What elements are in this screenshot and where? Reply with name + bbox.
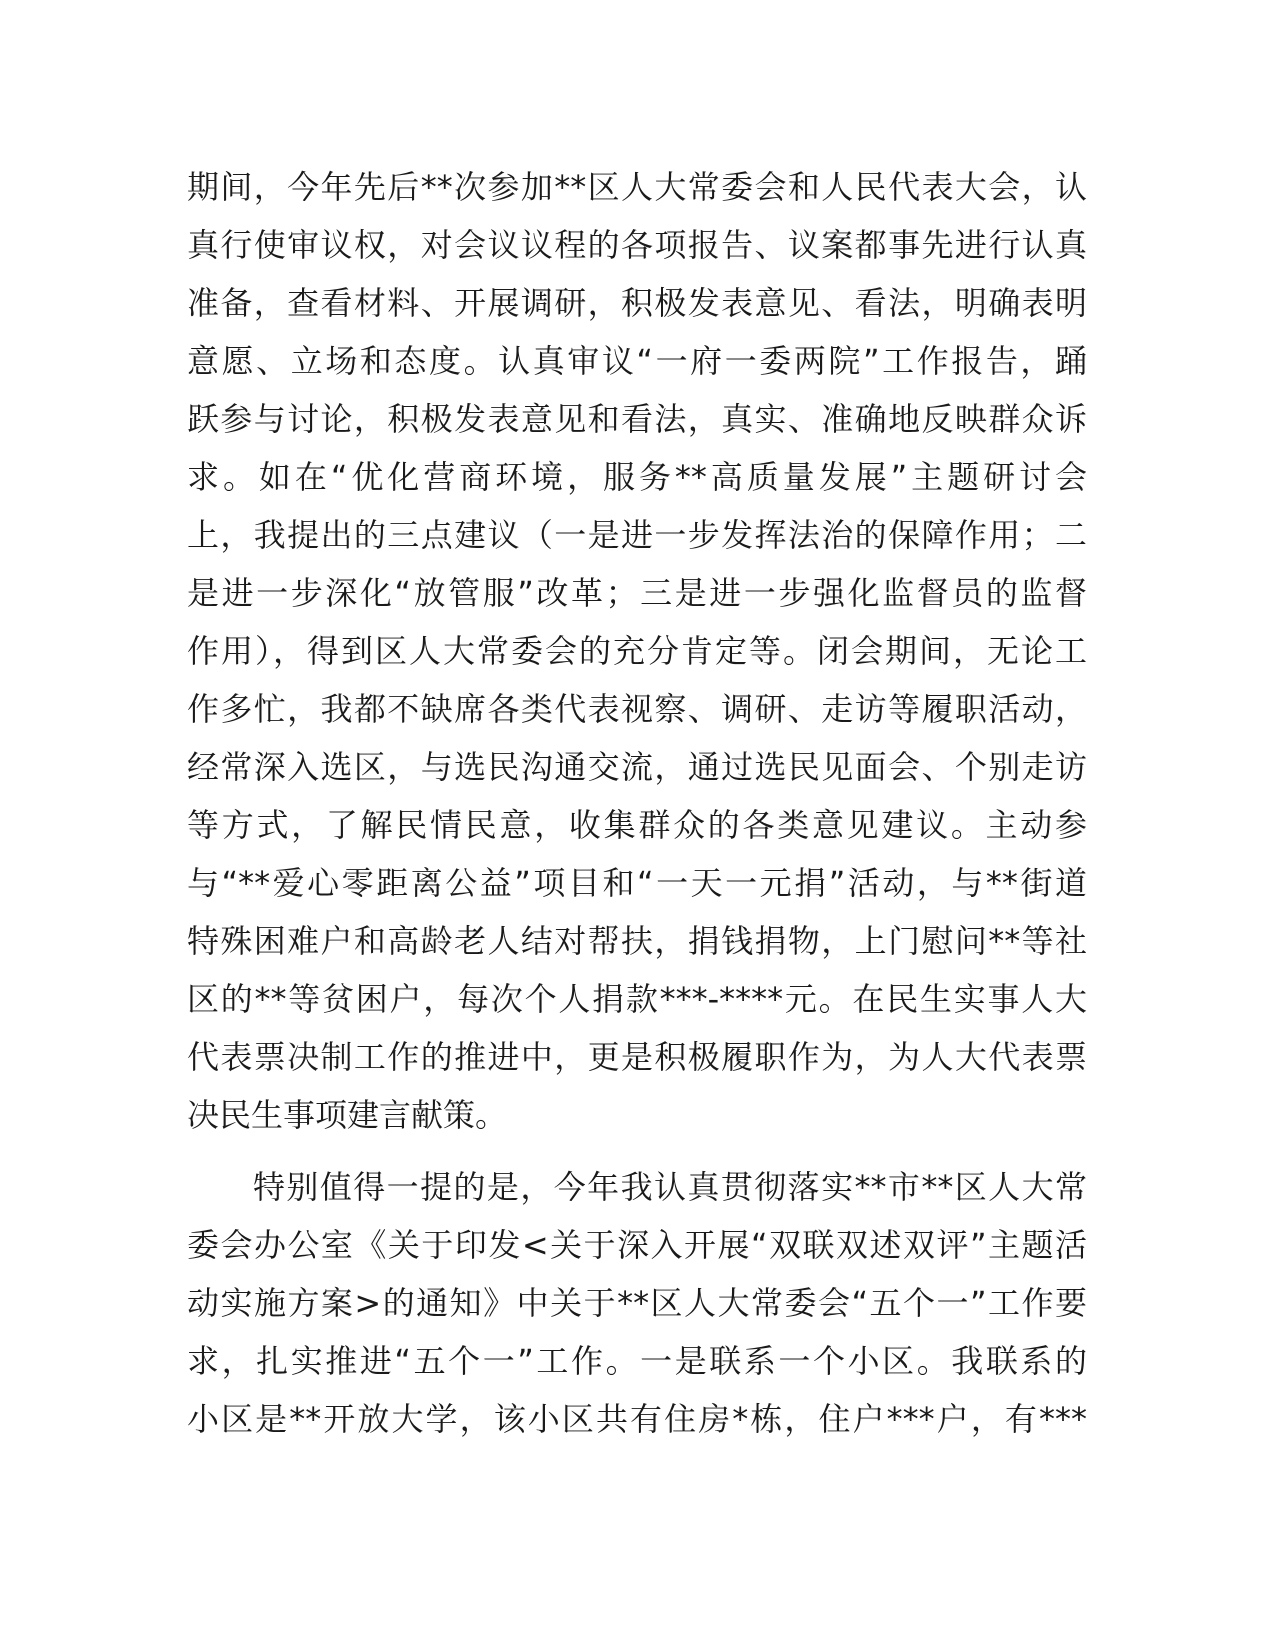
text-line: 与“**爱心零距离公益”项目和“一天一元捐”活动，与**街道 [187, 864, 1087, 902]
text-line: 是进一步深化“放管服”改革；三是进一步强化监督员的监督 [187, 574, 1087, 612]
text-line: 代表票决制工作的推进中，更是积极履职作为，为人大代表票 [187, 1038, 1087, 1076]
text-line: 经常深入选区，与选民沟通交流，通过选民见面会、个别走访 [187, 748, 1087, 786]
text-line: 区的**等贫困户，每次个人捐款***-****元。在民生实事人大 [187, 980, 1087, 1018]
text-line: 特殊困难户和高龄老人结对帮扶，捐钱捐物，上门慰问**等社 [187, 922, 1087, 960]
text-line: 跃参与讨论，积极发表意见和看法，真实、准确地反映群众诉 [187, 400, 1087, 438]
text-line: 求。如在“优化营商环境，服务**高质量发展”主题研讨会 [187, 458, 1087, 496]
body-text [187, 158, 1087, 1448]
text-line: 作用），得到区人大常委会的充分肯定等。闭会期间，无论工 [187, 632, 1087, 670]
text-line: 特别值得一提的是，今年我认真贯彻落实**市**区人大常 [253, 1168, 1087, 1206]
text-line: 委会办公室《关于印发<关于深入开展“双联双述双评”主题活 [187, 1226, 1087, 1264]
text-line: 作多忙，我都不缺席各类代表视察、调研、走访等履职活动， [187, 690, 1087, 728]
text-line: 求，扎实推进“五个一”工作。一是联系一个小区。我联系的 [187, 1342, 1087, 1380]
text-line: 期间，今年先后**次参加**区人大常委会和人民代表大会，认 [187, 168, 1087, 206]
text-line: 决民生事项建言献策。 [187, 1096, 508, 1134]
text-line: 小区是**开放大学，该小区共有住房*栋，住户***户，有*** [187, 1400, 1087, 1438]
text-line: 等方式，了解民情民意，收集群众的各类意见建议。主动参 [187, 806, 1087, 844]
paragraph-gap [187, 1144, 1087, 1158]
paragraph-2 [187, 1158, 1087, 1448]
text-line: 动实施方案>的通知》中关于**区人大常委会“五个一”工作要 [187, 1284, 1087, 1322]
text-line: 上，我提出的三点建议（一是进一步发挥法治的保障作用；二 [187, 516, 1087, 554]
text-line: 意愿、立场和态度。认真审议“一府一委两院”工作报告，踊 [187, 342, 1087, 380]
paragraph-1 [187, 158, 1087, 1144]
text-line: 准备，查看材料、开展调研，积极发表意见、看法，明确表明 [187, 284, 1087, 322]
text-line: 真行使审议权，对会议议程的各项报告、议案都事先进行认真 [187, 226, 1087, 264]
